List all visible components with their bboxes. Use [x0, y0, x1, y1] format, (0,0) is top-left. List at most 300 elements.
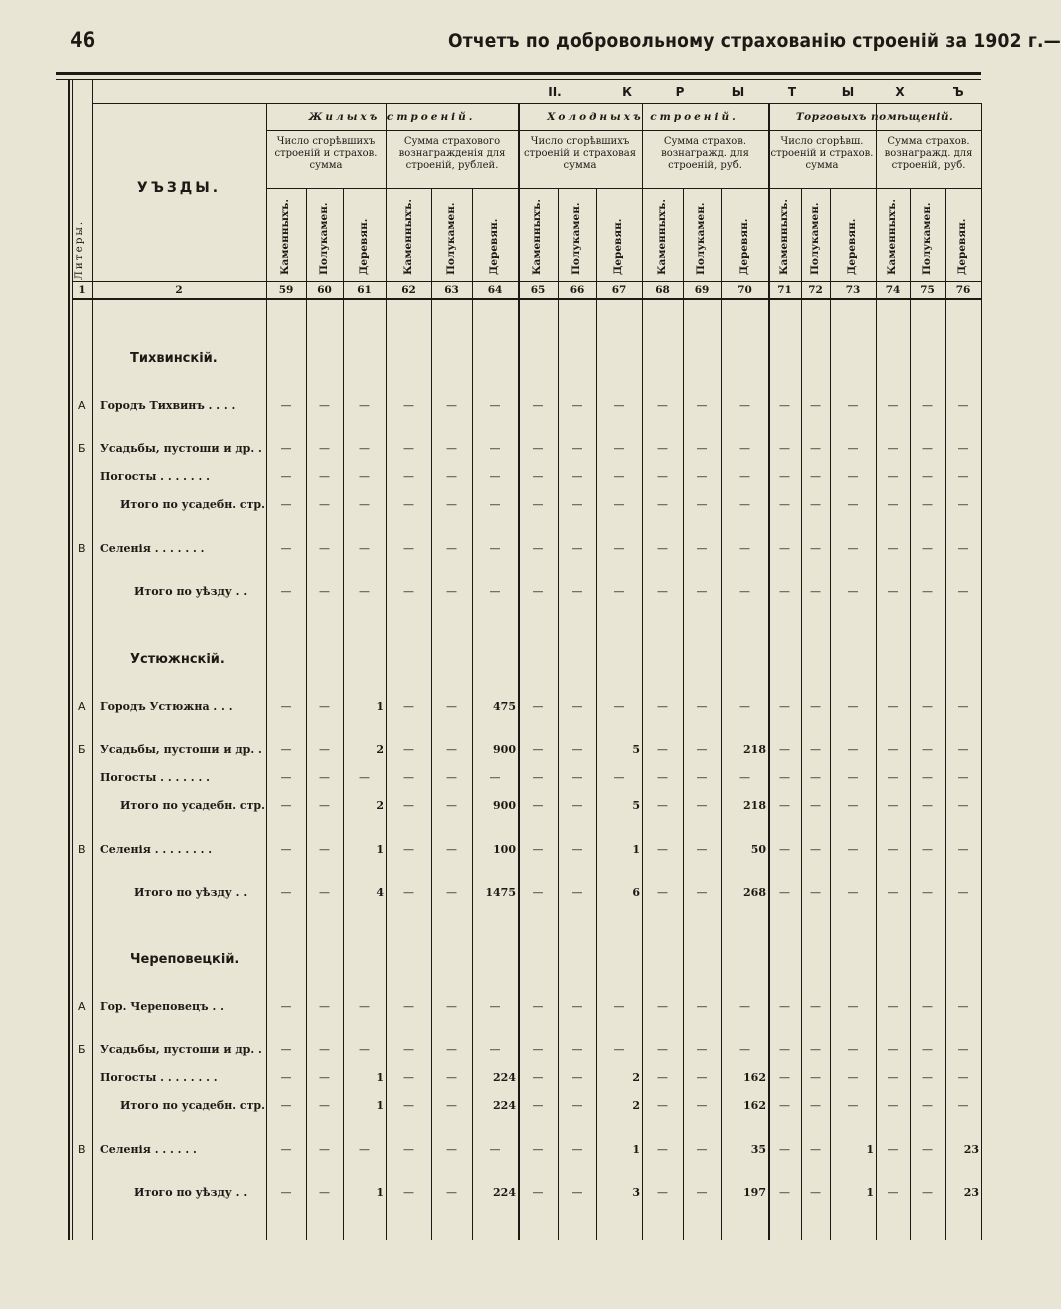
table-cell-dash: —: [810, 1071, 821, 1084]
table-cell-dash: —: [887, 1071, 899, 1084]
table-cell-dash: —: [571, 799, 583, 812]
table-cell-dash: —: [571, 399, 583, 412]
table-cell-dash: —: [359, 771, 370, 784]
table-cell-dash: —: [779, 1143, 790, 1156]
table-cell-dash: —: [810, 498, 821, 511]
table-cell: 23: [963, 1186, 979, 1199]
table-cell-dash: —: [446, 585, 457, 598]
table-cell-dash: —: [280, 1043, 292, 1056]
column-rule: [981, 103, 982, 1240]
material-label: Каменныхъ.: [279, 198, 291, 275]
table-cell-dash: —: [280, 542, 292, 555]
table-cell-dash: —: [359, 1143, 370, 1156]
table-cell-dash: —: [446, 843, 457, 856]
table-cell-dash: —: [696, 1043, 708, 1056]
table-cell-dash: —: [532, 771, 544, 784]
table-cell-dash: —: [489, 1143, 501, 1156]
table-cell-dash: —: [957, 442, 969, 455]
material-label: Деревян.: [956, 218, 968, 275]
table-cell-dash: —: [657, 1071, 668, 1084]
section-header: Торговыхъ помѣщеній.: [795, 111, 954, 123]
table-cell-dash: —: [847, 1071, 859, 1084]
table-cell-dash: —: [779, 1000, 790, 1013]
column-number: 1: [78, 284, 86, 296]
table-cell-dash: —: [922, 700, 933, 713]
table-cell-dash: —: [613, 585, 625, 598]
table-cell-dash: —: [922, 470, 933, 483]
table-cell: 1: [376, 1099, 384, 1112]
table-cell-dash: —: [613, 1000, 625, 1013]
table-cell-dash: —: [810, 771, 821, 784]
table-cell-dash: —: [403, 470, 414, 483]
table-cell-dash: —: [657, 799, 668, 812]
table-cell-dash: —: [779, 771, 790, 784]
row-letter: А: [78, 700, 86, 713]
table-cell-dash: —: [957, 399, 969, 412]
table-cell-dash: —: [489, 1043, 501, 1056]
table-cell-dash: —: [922, 399, 933, 412]
table-cell-dash: —: [280, 399, 292, 412]
header-line: [72, 281, 981, 282]
row-label: Гор. Череповецъ . .: [100, 1000, 224, 1013]
table-cell-dash: —: [739, 470, 750, 483]
table-cell-dash: —: [280, 585, 292, 598]
table-cell-dash: —: [489, 1000, 501, 1013]
column-number: 59: [278, 284, 294, 296]
table-cell-dash: —: [280, 470, 292, 483]
table-cell-dash: —: [922, 1043, 933, 1056]
table-cell-dash: —: [922, 886, 933, 899]
column-number: 65: [530, 284, 546, 296]
table-cell-dash: —: [810, 1000, 821, 1013]
table-cell-dash: —: [810, 1143, 821, 1156]
table-cell-dash: —: [696, 442, 708, 455]
table-cell-dash: —: [696, 886, 708, 899]
table-cell-dash: —: [957, 585, 969, 598]
table-cell-dash: —: [403, 542, 414, 555]
section-header: Холодныхъ строеній.: [547, 111, 739, 123]
table-cell-dash: —: [532, 1071, 544, 1084]
table-cell-dash: —: [957, 1099, 969, 1112]
table-cell-dash: —: [847, 743, 859, 756]
table-cell-dash: —: [489, 399, 501, 412]
district-section-title: Тихвинскій.: [130, 351, 218, 366]
table-cell-dash: —: [779, 442, 790, 455]
table-cell-dash: —: [657, 470, 668, 483]
table-cell-dash: —: [739, 1043, 750, 1056]
table-cell-dash: —: [922, 1186, 933, 1199]
group-banner-letter: II.: [548, 85, 562, 99]
table-cell-dash: —: [887, 843, 899, 856]
table-cell-dash: —: [957, 1000, 969, 1013]
table-cell: 2: [632, 1071, 640, 1084]
row-label: Итого по усадебн. стр.: [120, 799, 265, 812]
table-cell-dash: —: [779, 585, 790, 598]
subheader-right: Сумма страхового вознагражденія для строеній, рублей.: [398, 136, 506, 171]
table-cell-dash: —: [532, 700, 544, 713]
table-cell-dash: —: [532, 1043, 544, 1056]
table-cell-dash: —: [403, 1099, 414, 1112]
table-cell-dash: —: [319, 700, 330, 713]
table-cell-dash: —: [571, 843, 583, 856]
table-cell-dash: —: [359, 442, 370, 455]
table-cell-dash: —: [489, 470, 501, 483]
table-cell-dash: —: [532, 743, 544, 756]
subheader-left: Число сгорѣвшихъ строеній и страхов. сумма: [274, 136, 378, 171]
table-cell-dash: —: [810, 442, 821, 455]
table-cell-dash: —: [810, 1043, 821, 1056]
table-cell: 162: [743, 1071, 766, 1084]
row-letter: В: [78, 843, 86, 856]
table-cell-dash: —: [810, 1099, 821, 1112]
table-cell-dash: —: [696, 700, 708, 713]
row-label: Итого по усадебн. стр.: [120, 1099, 265, 1112]
group-banner-letter: Ъ: [952, 85, 964, 99]
row-letter: Б: [78, 442, 86, 455]
table-cell: 23: [963, 1143, 979, 1156]
table-cell-dash: —: [887, 771, 899, 784]
table-cell-dash: —: [887, 1143, 899, 1156]
table-cell-dash: —: [403, 799, 414, 812]
table-cell-dash: —: [280, 843, 292, 856]
table-cell-dash: —: [739, 442, 750, 455]
table-cell-dash: —: [359, 542, 370, 555]
table-cell-dash: —: [696, 1143, 708, 1156]
material-label: Деревян.: [357, 218, 370, 275]
table-cell-dash: —: [657, 843, 668, 856]
table-cell-dash: —: [571, 771, 583, 784]
group-banner-letter: Ы: [731, 85, 745, 99]
table-cell-dash: —: [779, 843, 790, 856]
table-cell-dash: —: [887, 1043, 899, 1056]
table-cell-dash: —: [957, 886, 969, 899]
table-cell-dash: —: [446, 399, 457, 412]
table-cell-dash: —: [847, 886, 859, 899]
table-cell-dash: —: [571, 886, 583, 899]
table-cell-dash: —: [696, 1000, 708, 1013]
table-cell-dash: —: [657, 886, 668, 899]
column-number: 68: [655, 284, 670, 296]
table-cell-dash: —: [571, 498, 583, 511]
table-cell-dash: —: [657, 585, 668, 598]
column-rule: [92, 80, 93, 1240]
table-cell-dash: —: [403, 1043, 414, 1056]
table-cell-dash: —: [847, 799, 859, 812]
table-cell: 1: [866, 1186, 874, 1199]
table-cell-dash: —: [847, 585, 859, 598]
row-label: Селенія . . . . . .: [100, 1143, 197, 1156]
table-cell-dash: —: [280, 1071, 292, 1084]
header-line: [266, 130, 981, 131]
table-cell-dash: —: [887, 1000, 899, 1013]
column-number: 61: [357, 284, 372, 296]
column-number: 72: [808, 284, 823, 296]
row-label: Итого по усадебн. стр.: [120, 498, 265, 511]
table-cell-dash: —: [446, 498, 457, 511]
table-cell-dash: —: [696, 498, 708, 511]
table-cell-dash: —: [810, 470, 821, 483]
table-cell-dash: —: [657, 1099, 668, 1112]
left-border: [68, 80, 70, 1240]
table-cell-dash: —: [957, 498, 969, 511]
table-cell-dash: —: [739, 498, 750, 511]
table-cell-dash: —: [957, 1071, 969, 1084]
page-title: Отчетъ по добровольному страхованію строеній за 1902 г.—: [448, 30, 1061, 52]
row-label: Итого по уѣзду . .: [134, 585, 248, 598]
header-line: [92, 103, 981, 104]
table-cell: 900: [493, 743, 516, 756]
table-cell-dash: —: [657, 1043, 668, 1056]
table-cell: 4: [376, 886, 384, 899]
table-cell-dash: —: [810, 799, 821, 812]
table-cell-dash: —: [532, 886, 544, 899]
row-label: Городъ Устюжна . . .: [100, 700, 233, 713]
row-letter: Б: [78, 743, 86, 756]
column-number: 63: [444, 284, 459, 296]
column-number: 74: [885, 284, 901, 296]
table-cell-dash: —: [922, 799, 933, 812]
table-cell: 100: [493, 843, 516, 856]
table-cell-dash: —: [922, 1099, 933, 1112]
table-cell-dash: —: [571, 1043, 583, 1056]
column-number: 67: [611, 284, 627, 296]
table-cell-dash: —: [847, 1000, 859, 1013]
table-cell: 50: [750, 843, 766, 856]
table-cell: 218: [743, 799, 766, 812]
table-cell-dash: —: [847, 442, 859, 455]
column-number: 66: [569, 284, 585, 296]
table-cell-dash: —: [532, 799, 544, 812]
table-cell-dash: —: [446, 442, 457, 455]
table-cell-dash: —: [489, 585, 501, 598]
table-cell-dash: —: [957, 799, 969, 812]
table-cell-dash: —: [613, 442, 625, 455]
table-cell-dash: —: [403, 1071, 414, 1084]
row-label: Селенія . . . . . . .: [100, 542, 205, 555]
table-cell-dash: —: [319, 1186, 330, 1199]
table-cell-dash: —: [922, 843, 933, 856]
table-cell-dash: —: [571, 585, 583, 598]
table-cell-dash: —: [887, 700, 899, 713]
table-cell-dash: —: [779, 1186, 790, 1199]
table-cell-dash: —: [779, 470, 790, 483]
table-cell-dash: —: [657, 1143, 668, 1156]
material-label: Полукамен.: [695, 202, 707, 275]
row-label: Погосты . . . . . . .: [100, 771, 210, 784]
table-cell-dash: —: [446, 1000, 457, 1013]
table-cell-dash: —: [446, 700, 457, 713]
table-cell-dash: —: [810, 743, 821, 756]
row-label: Усадьбы, пустоши и др. .: [100, 442, 262, 455]
table-cell-dash: —: [446, 799, 457, 812]
column-number: 75: [920, 284, 935, 296]
table-cell-dash: —: [847, 771, 859, 784]
material-label: Каменныхъ.: [777, 198, 790, 275]
table-cell: 1: [376, 843, 384, 856]
table-cell: 1: [632, 1143, 640, 1156]
table-cell-dash: —: [887, 498, 899, 511]
table-cell-dash: —: [403, 442, 414, 455]
column-number: 64: [487, 284, 503, 296]
table-cell-dash: —: [532, 442, 544, 455]
column-number: 69: [694, 284, 710, 296]
table-cell-dash: —: [922, 542, 933, 555]
section-header: Жилыхъ строеній.: [308, 111, 476, 123]
table-cell-dash: —: [319, 843, 330, 856]
table-cell-dash: —: [446, 771, 457, 784]
table-cell-dash: —: [532, 585, 544, 598]
column-number: 2: [175, 284, 183, 296]
table-cell-dash: —: [319, 1000, 330, 1013]
table-cell-dash: —: [613, 542, 625, 555]
table-cell-dash: —: [657, 442, 668, 455]
table-cell: 1: [866, 1143, 874, 1156]
table-cell-dash: —: [403, 399, 414, 412]
table-cell-dash: —: [532, 399, 544, 412]
table-cell-dash: —: [359, 585, 370, 598]
table-cell-dash: —: [847, 843, 859, 856]
table-cell-dash: —: [739, 399, 750, 412]
table-cell-dash: —: [359, 1000, 370, 1013]
table-cell-dash: —: [403, 886, 414, 899]
table-cell-dash: —: [571, 743, 583, 756]
material-label: Полукамен.: [570, 202, 582, 275]
table-cell: 2: [376, 743, 384, 756]
row-label: Погосты . . . . . . . .: [100, 1071, 218, 1084]
table-cell: 162: [743, 1099, 766, 1112]
row-label: Усадьбы, пустоши и др. .: [100, 743, 262, 756]
table-cell-dash: —: [696, 1071, 708, 1084]
table-cell-dash: —: [810, 843, 821, 856]
table-cell: 3: [632, 1186, 640, 1199]
table-cell: 224: [493, 1099, 516, 1112]
table-cell-dash: —: [657, 542, 668, 555]
table-cell-dash: —: [403, 700, 414, 713]
row-letter: Б: [78, 1043, 86, 1056]
table-cell-dash: —: [887, 442, 899, 455]
table-cell-dash: —: [280, 442, 292, 455]
table-cell-dash: —: [319, 542, 330, 555]
table-cell: 1: [376, 1071, 384, 1084]
row-label: Итого по уѣзду . .: [134, 1186, 248, 1199]
table-cell-dash: —: [446, 1186, 457, 1199]
table-cell-dash: —: [489, 442, 501, 455]
subheader-left: Число сгорѣвшихъ строеній и страховая сумма: [523, 136, 637, 171]
table-cell: 218: [743, 743, 766, 756]
table-cell-dash: —: [696, 1186, 708, 1199]
table-cell-dash: —: [403, 743, 414, 756]
table-cell-dash: —: [847, 1099, 859, 1112]
column-rule: [642, 103, 643, 1240]
table-cell-dash: —: [696, 843, 708, 856]
table-cell-dash: —: [446, 470, 457, 483]
table-cell-dash: —: [532, 498, 544, 511]
table-cell-dash: —: [810, 585, 821, 598]
table-cell: 224: [493, 1186, 516, 1199]
table-cell-dash: —: [489, 542, 501, 555]
row-label: Городъ Тихвинъ . . . .: [100, 399, 236, 412]
table-cell-dash: —: [319, 1099, 330, 1112]
table-cell-dash: —: [779, 498, 790, 511]
table-cell-dash: —: [571, 1000, 583, 1013]
table-cell-dash: —: [810, 542, 821, 555]
table-cell-dash: —: [280, 1186, 292, 1199]
table-cell: 35: [750, 1143, 766, 1156]
table-cell-dash: —: [319, 1071, 330, 1084]
group-banner-letter: К: [622, 85, 632, 99]
table-cell-dash: —: [280, 1099, 292, 1112]
table-cell-dash: —: [810, 1186, 821, 1199]
table-cell-dash: —: [779, 700, 790, 713]
top-rule-thin: [56, 79, 981, 80]
table-cell-dash: —: [403, 585, 414, 598]
row-label: Итого по уѣзду . .: [134, 886, 248, 899]
table-cell: 6: [632, 886, 640, 899]
header-line: [72, 298, 981, 300]
district-section-title: Устюжнскій.: [130, 652, 225, 667]
row-label: Селенія . . . . . . . .: [100, 843, 213, 856]
material-label: Деревян.: [846, 218, 858, 275]
table-cell-dash: —: [922, 498, 933, 511]
column-number: 76: [955, 284, 971, 296]
material-label: Каменныхъ.: [531, 198, 543, 275]
table-cell-dash: —: [810, 700, 821, 713]
table-cell-dash: —: [696, 470, 708, 483]
table-cell: 268: [743, 886, 766, 899]
table-cell-dash: —: [571, 1099, 583, 1112]
table-cell-dash: —: [613, 470, 625, 483]
table-cell-dash: —: [696, 743, 708, 756]
header-line: [266, 188, 981, 189]
table-cell-dash: —: [359, 1043, 370, 1056]
table-cell-dash: —: [779, 1099, 790, 1112]
table-cell-dash: —: [280, 1000, 292, 1013]
table-cell-dash: —: [280, 700, 292, 713]
table-cell-dash: —: [922, 771, 933, 784]
table-cell-dash: —: [657, 399, 668, 412]
table-cell-dash: —: [319, 799, 330, 812]
table-cell-dash: —: [571, 442, 583, 455]
row-letter: В: [78, 1143, 86, 1156]
table-cell-dash: —: [696, 771, 708, 784]
table-cell-dash: —: [957, 470, 969, 483]
table-cell-dash: —: [887, 886, 899, 899]
table-cell-dash: —: [887, 470, 899, 483]
table-cell-dash: —: [847, 542, 859, 555]
table-cell-dash: —: [319, 399, 330, 412]
table-cell-dash: —: [403, 771, 414, 784]
table-cell-dash: —: [887, 1099, 899, 1112]
table-cell: 224: [493, 1071, 516, 1084]
table-cell-dash: —: [359, 470, 370, 483]
column-rule: [768, 103, 770, 1240]
group-banner-letter: Р: [675, 85, 685, 99]
table-cell-dash: —: [613, 399, 625, 412]
table-cell-dash: —: [739, 585, 750, 598]
table-cell-dash: —: [847, 498, 859, 511]
table-cell-dash: —: [280, 1143, 292, 1156]
table-cell-dash: —: [571, 1186, 583, 1199]
material-label: Полукамен.: [444, 202, 457, 275]
table-cell-dash: —: [810, 886, 821, 899]
material-label: Деревян.: [737, 218, 750, 275]
group-banner-letter: Т: [787, 85, 797, 99]
table-cell-dash: —: [280, 886, 292, 899]
table-cell-dash: —: [922, 585, 933, 598]
group-banner-letter: Ы: [841, 85, 855, 99]
table-cell-dash: —: [319, 442, 330, 455]
material-label: Каменныхъ.: [401, 198, 414, 275]
